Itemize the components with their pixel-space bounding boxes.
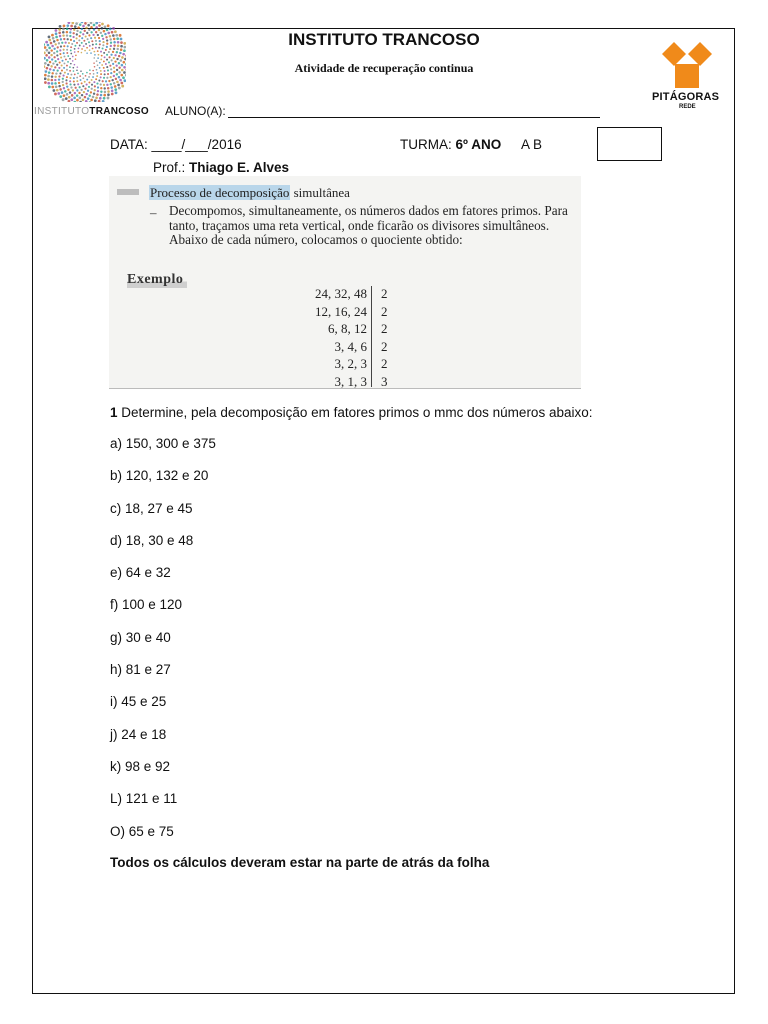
footer-note: Todos os cálculos deveram estar na parte de atrás da folha [110, 855, 490, 870]
logo-right-text: PITÁGORAS [652, 91, 720, 103]
turma-label: TURMA: [400, 137, 452, 152]
list-item: f) 100 e 120 [110, 597, 183, 613]
factorization-row [279, 356, 399, 374]
factorization-row [279, 374, 399, 392]
row-divisor: 3 [381, 373, 388, 389]
excerpt-heading-highlight: Processo de decomposição [150, 185, 290, 200]
prof-label: Prof.: [153, 160, 186, 175]
list-item: e) 64 e 32 [110, 565, 171, 581]
list-item: k) 98 e 92 [110, 758, 171, 774]
question-items [110, 436, 216, 856]
excerpt-heading [149, 185, 350, 201]
logo-left-text-a: INSTITUTO [34, 106, 90, 117]
page-subtitle: Atividade de recuperação continua [294, 61, 474, 75]
excerpt-dash: – [150, 205, 157, 220]
factorization-row [279, 286, 399, 304]
row-numbers: 3, 4, 6 [334, 338, 367, 354]
excerpt-bar [117, 189, 139, 195]
row-numbers: 3, 1, 3 [334, 373, 367, 389]
excerpt-panel [109, 176, 581, 389]
logo-left-text-b: TRANCOSO [89, 106, 149, 117]
list-item: h) 81 e 27 [110, 662, 171, 678]
row-divisor: 2 [381, 303, 388, 319]
factorization-row [279, 339, 399, 357]
row-divisor: 2 [381, 321, 388, 336]
question-text: Determine, pela decomposição em fatores primos o mmc dos números abaixo: [117, 405, 593, 420]
row-numbers: 24, 32, 48 [315, 286, 367, 301]
excerpt-example-label: Exemplo [127, 272, 187, 288]
aluno-line[interactable] [228, 105, 600, 118]
row-numbers: 12, 16, 24 [315, 303, 367, 319]
aluno-field[interactable] [165, 104, 600, 118]
question-heading [110, 405, 592, 420]
list-item: j) 24 e 18 [110, 726, 167, 742]
factorization-table [279, 286, 399, 391]
turma-classes: A B [520, 137, 542, 152]
page-title: INSTITUTO TRANCOSO [288, 30, 480, 49]
row-divisor: 2 [381, 338, 388, 354]
date-field[interactable]: DATA: ____/___/2016 [110, 137, 242, 152]
teacher-field [153, 160, 289, 175]
factorization-row [279, 321, 399, 339]
list-item: i) 45 e 25 [110, 694, 167, 710]
turma-field [400, 137, 542, 152]
list-item: g) 30 e 40 [110, 629, 171, 645]
list-item: L) 121 e 11 [110, 791, 178, 807]
question-number: 1 [110, 405, 118, 420]
excerpt-paragraph: Decompomos, simultaneamente, os números dados em fatores primos. Para tanto, traçamos uma reta vertical, onde ficarão os divisores simultâneos. Abaixo de cada número, colocamos o quociente obtido: [169, 203, 568, 247]
excerpt-heading-rest: simultânea [290, 185, 350, 200]
pitagoras-logo-icon [662, 42, 712, 90]
row-numbers: 6, 8, 12 [328, 321, 367, 336]
divisor-line [371, 286, 372, 387]
list-item: d) 18, 30 e 48 [110, 532, 194, 548]
list-item: c) 18, 27 e 45 [110, 500, 193, 516]
prof-name: Thiago E. Alves [189, 160, 290, 175]
row-divisor: 2 [381, 286, 388, 301]
aluno-label: ALUNO(A): [165, 104, 226, 118]
list-item: O) 65 e 75 [110, 823, 174, 839]
turma-value: 6º ANO [455, 137, 502, 152]
grade-box[interactable] [597, 127, 662, 161]
logo-left-text [34, 106, 149, 117]
list-item: b) 120, 132 e 20 [110, 468, 209, 484]
factorization-row [279, 304, 399, 322]
list-item: a) 150, 300 e 375 [110, 436, 216, 451]
row-numbers: 3, 2, 3 [334, 356, 367, 371]
row-divisor: 2 [381, 356, 388, 371]
logo-right-sub: REDE [679, 104, 696, 110]
